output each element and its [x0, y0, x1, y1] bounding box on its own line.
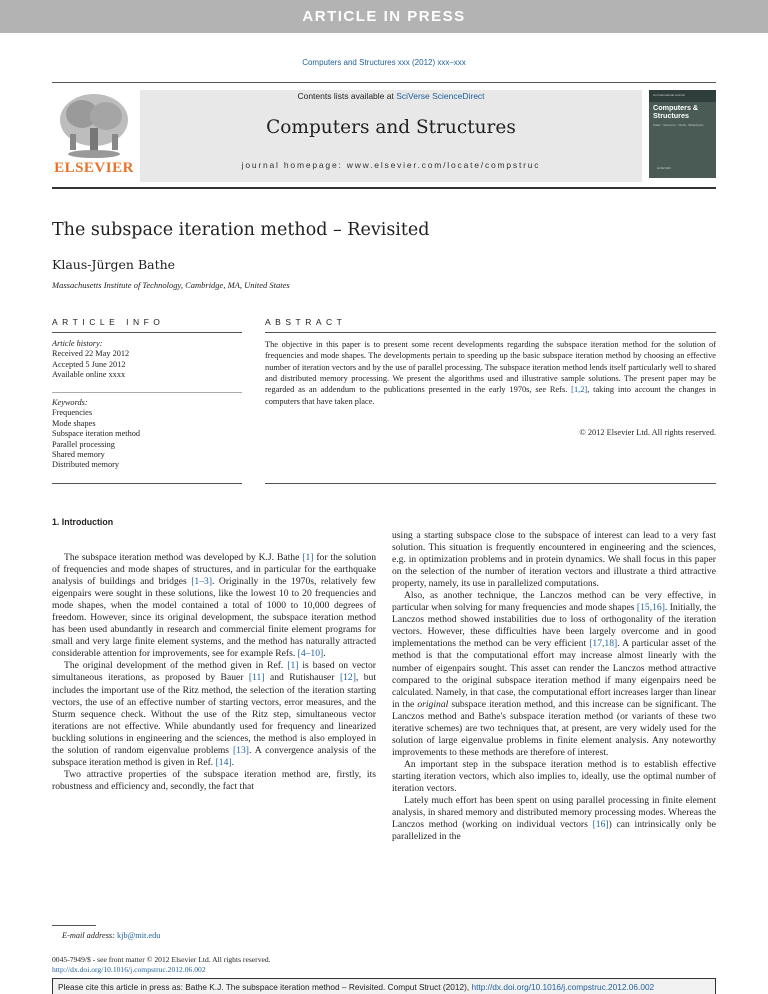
citation-link[interactable]: [1,2]	[571, 385, 588, 395]
citation-link[interactable]: [15,16]	[636, 602, 665, 614]
divider	[52, 392, 242, 393]
contents-line	[140, 91, 642, 101]
keyword: Distributed memory	[52, 460, 120, 470]
article-info-heading: ARTICLE INFO	[52, 317, 165, 327]
received-date: Received 22 May 2012	[52, 349, 130, 359]
text: is based on vector simultaneous iterations, as proposed by Bauer	[52, 660, 376, 684]
text: . A particular asset of the method is that the computational effort may increase almost linearly with the number of eigenpairs sought. This asset can render the Lanczos method attractive compared to the original subspace iteration method if many eigenpairs need be calculated. Namely, in that case, the computational effort increases larger than linear in the	[392, 638, 717, 710]
affiliation: Massachusetts Institute of Technology, Cambridge, MA, United States	[52, 280, 290, 290]
doi-link[interactable]: http://dx.doi.org/10.1016/j.compstruc.2012.06.002	[52, 965, 206, 974]
cite-doi-link[interactable]: http://dx.doi.org/10.1016/j.compstruc.2012.06.002	[471, 982, 655, 992]
article-title: The subspace iteration method – Revisited	[52, 220, 430, 240]
divider	[52, 332, 242, 333]
keyword: Subspace iteration method	[52, 429, 141, 439]
journal-reference[interactable]: Computers and Structures xxx (2012) xxx–xxx	[302, 58, 466, 67]
text: The subspace iteration method was developed by K.J. Bathe	[64, 552, 303, 563]
text: . Originally in the 1970s, relatively few eigenpairs were sought in these solutions, like the lowest 10 to 20 frequencies and mode shapes, when the model contained a total of 1000 to 10,000 degrees of freedom. However, since its original development, the subspace iteration method has been used abundantly in research and commercial finite element programs for small and very large finite element systems, and the method has naturally attracted considerable attention for improvements, see for example Refs.	[52, 576, 376, 660]
section-heading: 1. Introduction	[52, 517, 114, 527]
accepted-date: Accepted 5 June 2012	[52, 359, 126, 369]
email-label: E-mail address:	[62, 931, 115, 940]
sciencedirect-link[interactable]: SciVerse ScienceDirect	[396, 91, 485, 101]
online-date: Available online xxxx	[52, 370, 126, 380]
divider	[265, 332, 716, 333]
text: Also, as another technique, the Lanczos method can be very effective, in particular when solving for many frequencies and mode shapes	[392, 590, 716, 614]
paragraph: An important step in the subspace iteration method is to establish effective starting iteration vectors, which also implies to, ideally, use the optimal number of iteration vectors.	[392, 758, 716, 794]
citation-link[interactable]: [16]	[592, 819, 609, 831]
citation-link[interactable]: [11]	[248, 672, 265, 684]
keyword: Frequencies	[52, 408, 93, 418]
citation-link[interactable]: [17,18]	[589, 638, 618, 650]
paragraph	[392, 590, 716, 759]
article-history	[52, 339, 242, 381]
citation-link[interactable]: [12]	[339, 672, 356, 684]
citation-link[interactable]: [13]	[232, 744, 249, 756]
citation-link[interactable]: [1]	[302, 552, 314, 563]
abstract-heading: ABSTRACT	[265, 317, 347, 327]
paragraph: using a starting subspace close to the subspace of interest can lead to a very fast solution. This situation is frequently encountered in engineering and the sciences, e.g. in optimization problems and in protein dynamics. We shall focus in this paper on the selection of the number of iteration vectors and illustrate a third attractive property, namely, its use in parallelized computations.	[392, 530, 716, 590]
journal-cover	[649, 90, 716, 178]
abstract-body: , taking into account the changes in computers that have taken place.	[265, 385, 716, 406]
keyword: Mode shapes	[52, 418, 96, 428]
text: for the solution of frequencies and mode shapes of structures, and in particular for the earthquake analysis of buildings and bridges	[52, 552, 376, 588]
footnote-divider	[52, 925, 96, 926]
text: . Initially, the Lanczos method showed instabilities due to loss of orthogonality of the iteration vectors. However, these difficulties have been largely overcome and in good implementations the method can be very efficient	[392, 602, 716, 650]
emphasis: original	[417, 698, 449, 710]
abstract-body: The objective in this paper is to present some recent developments regarding the subspace iteration method for the solution of frequencies and mode shapes. The developments pertain to speeding up the basic subspace iteration method by choosing an effective number of iteration vectors and by the use of parallel processing. The subspace iteration method lends itself particularly well to shared and distributed memory processing. We present the algorithms used and illustrative sample solutions. The present paper may be regarded as an addendum to the publications presented in the early 1970s, see Refs.	[265, 340, 716, 395]
paragraph	[52, 552, 376, 660]
text: and Rutishauser	[264, 672, 340, 684]
text: .	[323, 648, 326, 660]
citation-link[interactable]: [4–10]	[297, 648, 324, 660]
keywords	[52, 398, 242, 471]
journal-title: Computers and Structures	[266, 117, 516, 138]
journal-homepage[interactable]: journal homepage: www.elsevier.com/locate/compstruc	[241, 160, 541, 170]
issn-line: 0045-7949/$ - see front matter © 2012 Elsevier Ltd. All rights reserved.	[52, 955, 271, 964]
header-divider	[52, 187, 716, 189]
text: , but includes the important use of the Ritz method, the selection of the iteration starting vectors, the use of an effective number of starting vectors, error measures, and the Sturm sequence check. Without the use of the Ritz step, simultaneous vector iterations are not effective. While abundantly used for frequency and linearized buckling solutions in engineering and the sciences, the method is also employed in the solution of random eigenvalue problems	[52, 672, 376, 756]
cover-tagline: An International Journal	[653, 93, 685, 97]
citation-link[interactable]: [1–3]	[191, 576, 213, 588]
text: The original development of the method given in Ref.	[64, 660, 288, 672]
paragraph	[392, 795, 716, 843]
cover-publisher: ELSEVIER	[657, 166, 671, 170]
text: Lately much effort has been spent on using parallel processing in finite element analysis, in shared memory and distributed memory processing modes. Whereas the Lanczos method (working on individual vectors	[392, 795, 716, 831]
divider	[265, 483, 716, 484]
divider	[52, 82, 716, 83]
keyword: Shared memory	[52, 450, 105, 460]
citation-link[interactable]: [14]	[215, 756, 232, 768]
email-link[interactable]: kjb@mit.edu	[117, 931, 161, 940]
abstract-copyright: © 2012 Elsevier Ltd. All rights reserved.	[579, 428, 716, 437]
cover-subtitle: Solids · Structures · Fluids · Multiphysics	[653, 123, 704, 127]
paragraph: Two attractive properties of the subspace iteration method are, firstly, its robustness and efficiency and, secondly, the fact that	[52, 768, 376, 792]
text: subspace iteration method, and this increase can be significant. The Lanczos method and Bathe's subspace iteration method (or variants of these two iterative schemes) are two techniques that, at present, are very widely used for the solution of large eigenvalue problems in finite element analysis. Any noteworthy improvements to these methods are therefore of interest.	[392, 698, 717, 758]
email-footnote	[62, 931, 160, 940]
body-column-left	[52, 552, 376, 793]
author: Klaus-Jürgen Bathe	[52, 257, 176, 272]
citation-box	[52, 978, 716, 994]
keywords-label: Keywords:	[52, 398, 88, 407]
cover-title: Computers & Structures	[653, 103, 699, 120]
article-in-press-banner: ARTICLE IN PRESS	[0, 0, 768, 33]
text: . A convergence analysis of the subspace iteration method is given in Ref.	[52, 744, 376, 768]
history-label: Article history:	[52, 339, 103, 348]
body-column-right	[392, 530, 716, 843]
keyword: Parallel processing	[52, 439, 115, 449]
abstract-text	[265, 339, 716, 407]
text: ) can intrinsically only be parallelized in the	[392, 819, 716, 843]
paragraph	[52, 660, 376, 768]
citation-link[interactable]: [1]	[287, 660, 299, 672]
contents-prefix: Contents lists available at	[297, 91, 397, 101]
cite-text: Please cite this article in press as: Bathe K.J. The subspace iteration method – Revisited. Comput Struct (2012),	[58, 982, 472, 992]
elsevier-wordmark: ELSEVIER	[54, 160, 134, 176]
text: .	[231, 756, 234, 768]
divider	[52, 483, 242, 484]
